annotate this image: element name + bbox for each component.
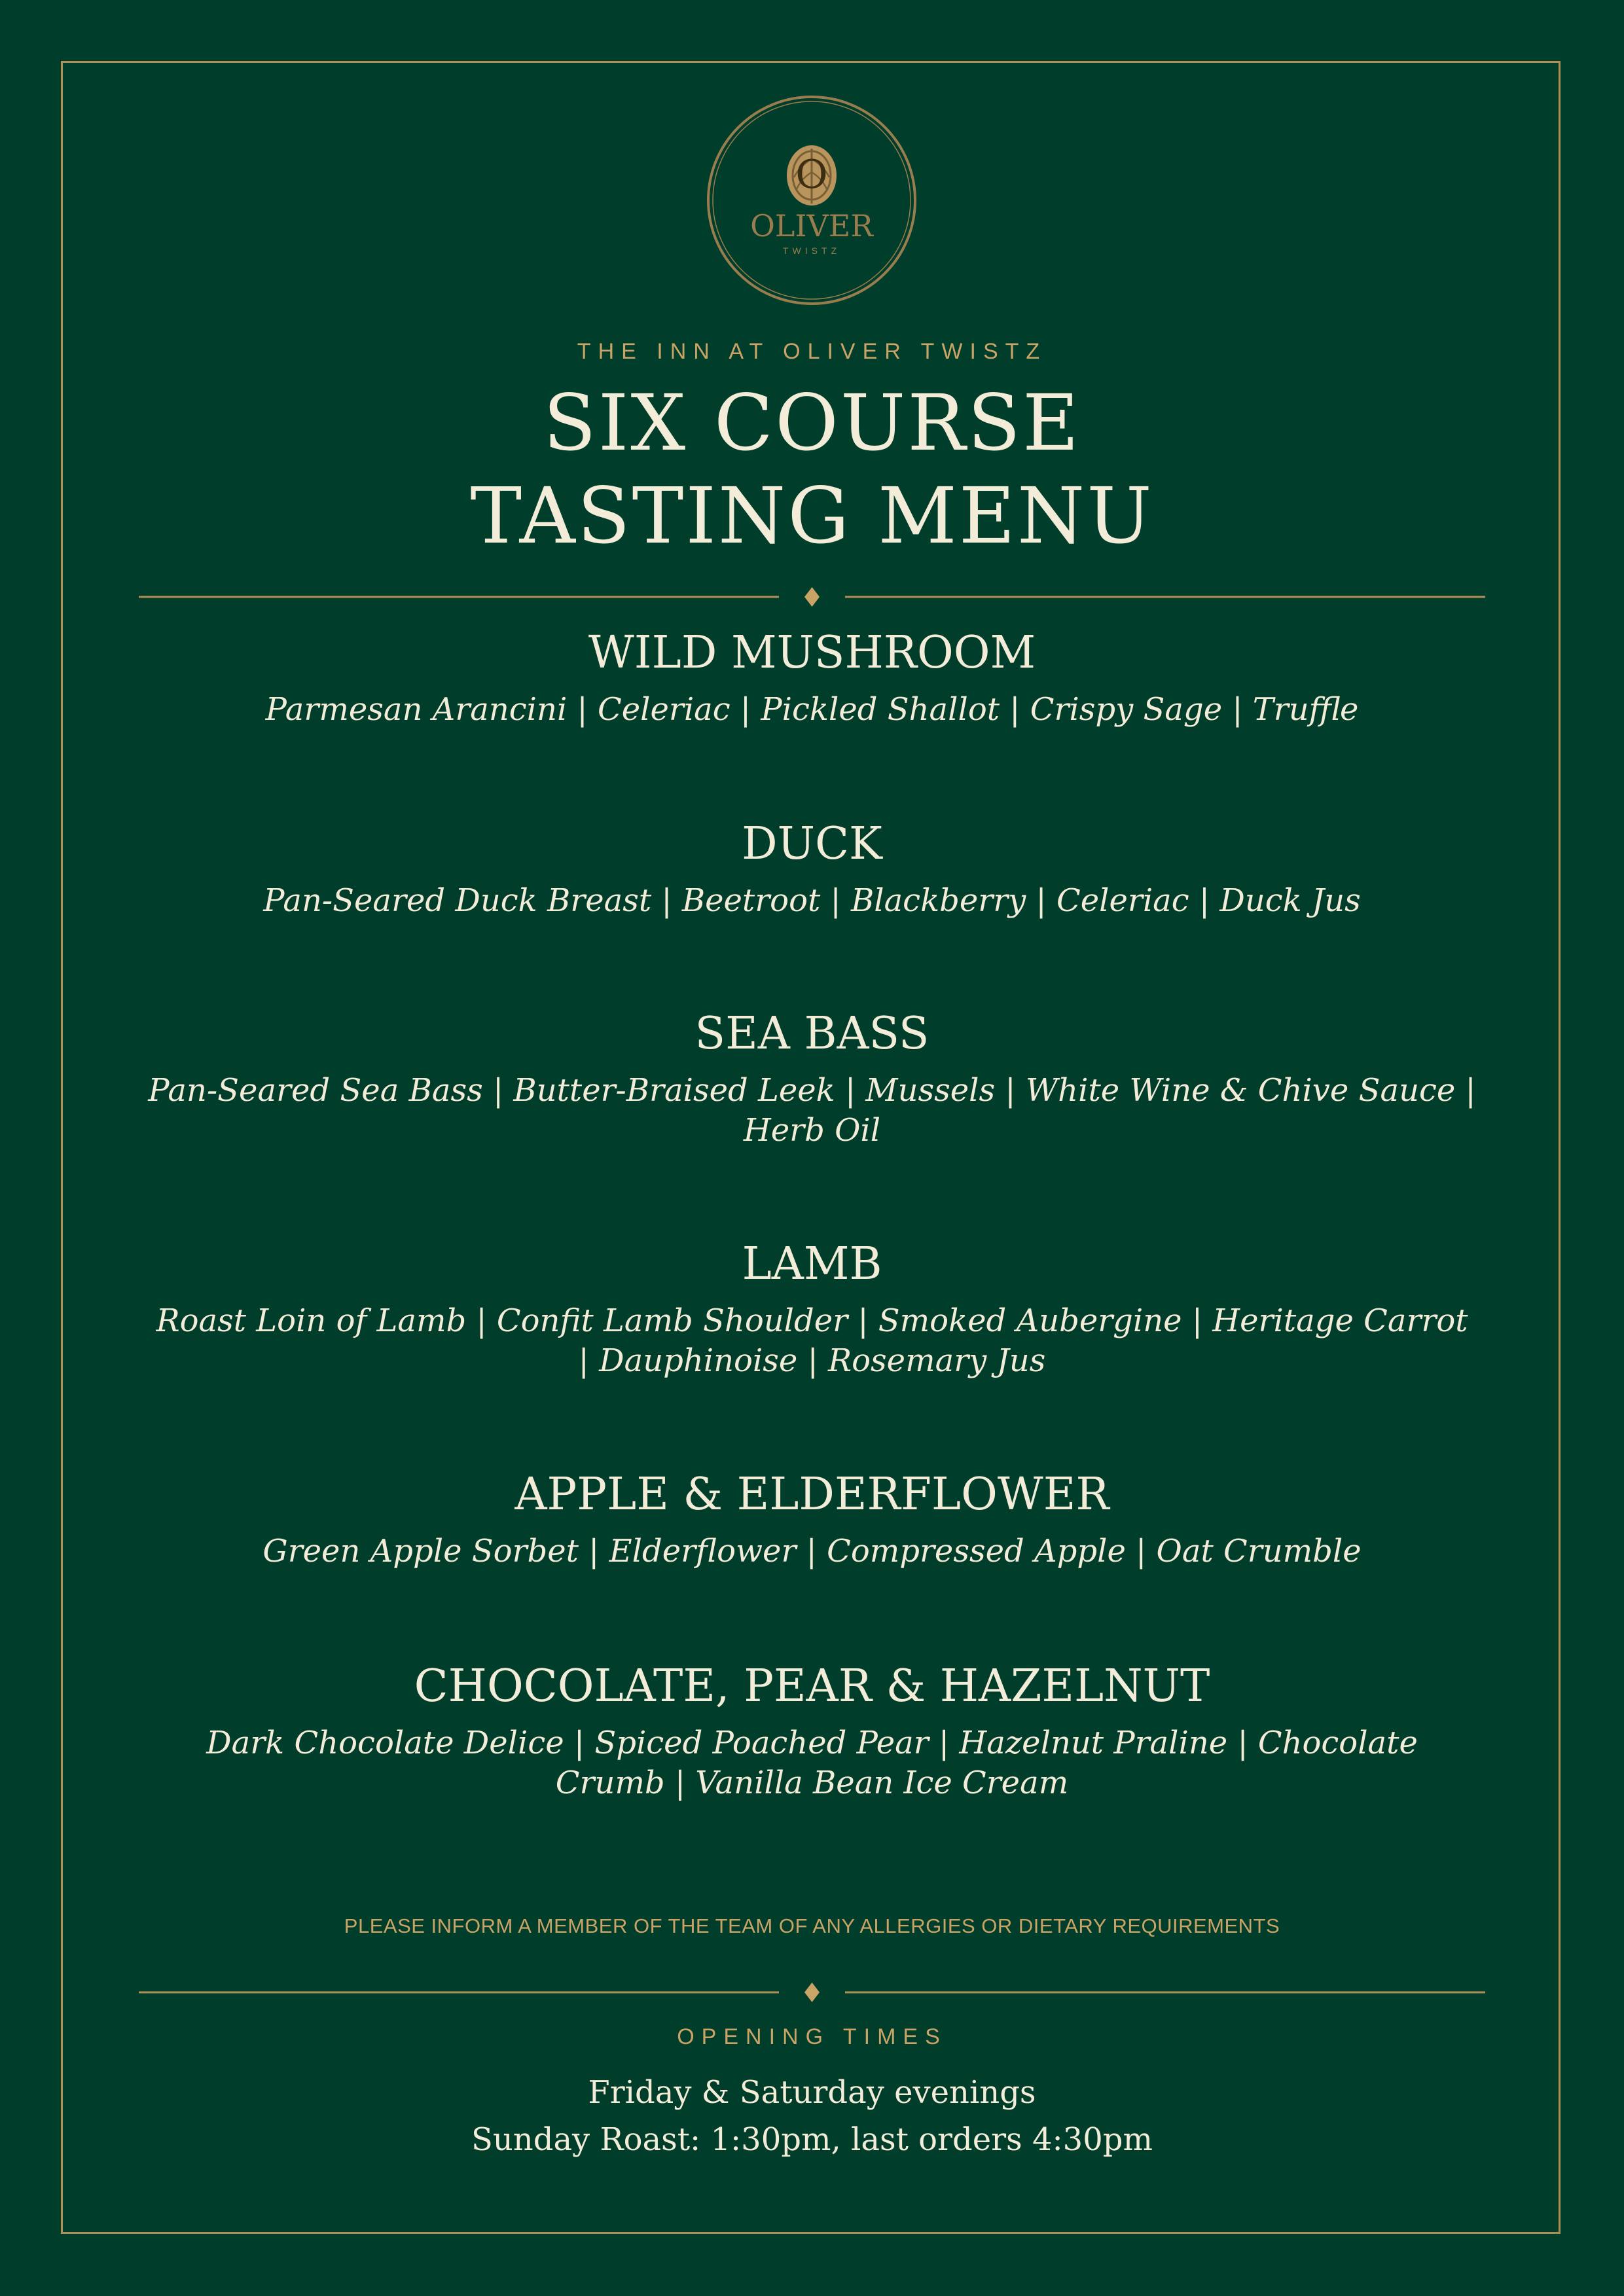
diamond-icon xyxy=(804,1982,820,2002)
course-description: Herb Oil xyxy=(743,1112,881,1149)
logo-wordmark: OLIVER xyxy=(750,208,873,243)
inn-name: THE INN AT OLIVER TWISTZ xyxy=(577,339,1047,364)
menu-title-line-2: TASTING MENU xyxy=(470,471,1154,561)
logo-letter: O xyxy=(795,152,828,198)
course-title: SEA BASS xyxy=(695,1008,929,1060)
course-description: Crumb | Vanilla Bean Ice Cream xyxy=(555,1765,1069,1801)
course-description: Roast Loin of Lamb | Confit Lamb Shoulder | Smoked Aubergine | Heritage Carrot xyxy=(156,1302,1468,1339)
menu-title-line-1: SIX COURSE xyxy=(543,378,1081,468)
course-description: Green Apple Sorbet | Elderflower | Compressed Apple | Oat Crumble xyxy=(262,1533,1362,1570)
opening-times-line-1: Friday & Saturday evenings xyxy=(588,2074,1036,2111)
course-description: | Dauphinoise | Rosemary Jus xyxy=(578,1342,1046,1379)
course-description: Parmesan Arancini | Celeriac | Pickled Shallot | Crispy Sage | Truffle xyxy=(265,691,1359,728)
course-title: DUCK xyxy=(742,818,882,870)
course-title: LAMB xyxy=(742,1238,882,1290)
course-title: APPLE & ELDERFLOWER xyxy=(514,1469,1110,1520)
course-title: WILD MUSHROOM xyxy=(588,627,1036,679)
opening-times-line-2: Sunday Roast: 1:30pm, last orders 4:30pm xyxy=(471,2121,1153,2158)
opening-times-heading: OPENING TIMES xyxy=(677,2024,947,2049)
course-description: Pan-Seared Sea Bass | Butter-Braised Leek | Mussels | White Wine & Chive Sauce | xyxy=(148,1072,1476,1109)
course-description: Dark Chocolate Delice | Spiced Poached Pear | Hazelnut Praline | Chocolate xyxy=(206,1725,1418,1761)
logo-badge xyxy=(705,94,918,307)
course-description: Pan-Seared Duck Breast | Beetroot | Blackberry | Celeriac | Duck Jus xyxy=(263,882,1361,919)
bottom-divider xyxy=(139,1982,1485,2002)
allergy-notice: PLEASE INFORM A MEMBER OF THE TEAM OF ANY ALLERGIES OR DIETARY REQUIREMENTS xyxy=(344,1914,1280,1937)
diamond-icon xyxy=(804,587,820,607)
course-title: CHOCOLATE, PEAR & HAZELNUT xyxy=(414,1660,1210,1712)
top-divider xyxy=(139,587,1485,607)
logo-subtext: TWISTZ xyxy=(782,245,841,256)
